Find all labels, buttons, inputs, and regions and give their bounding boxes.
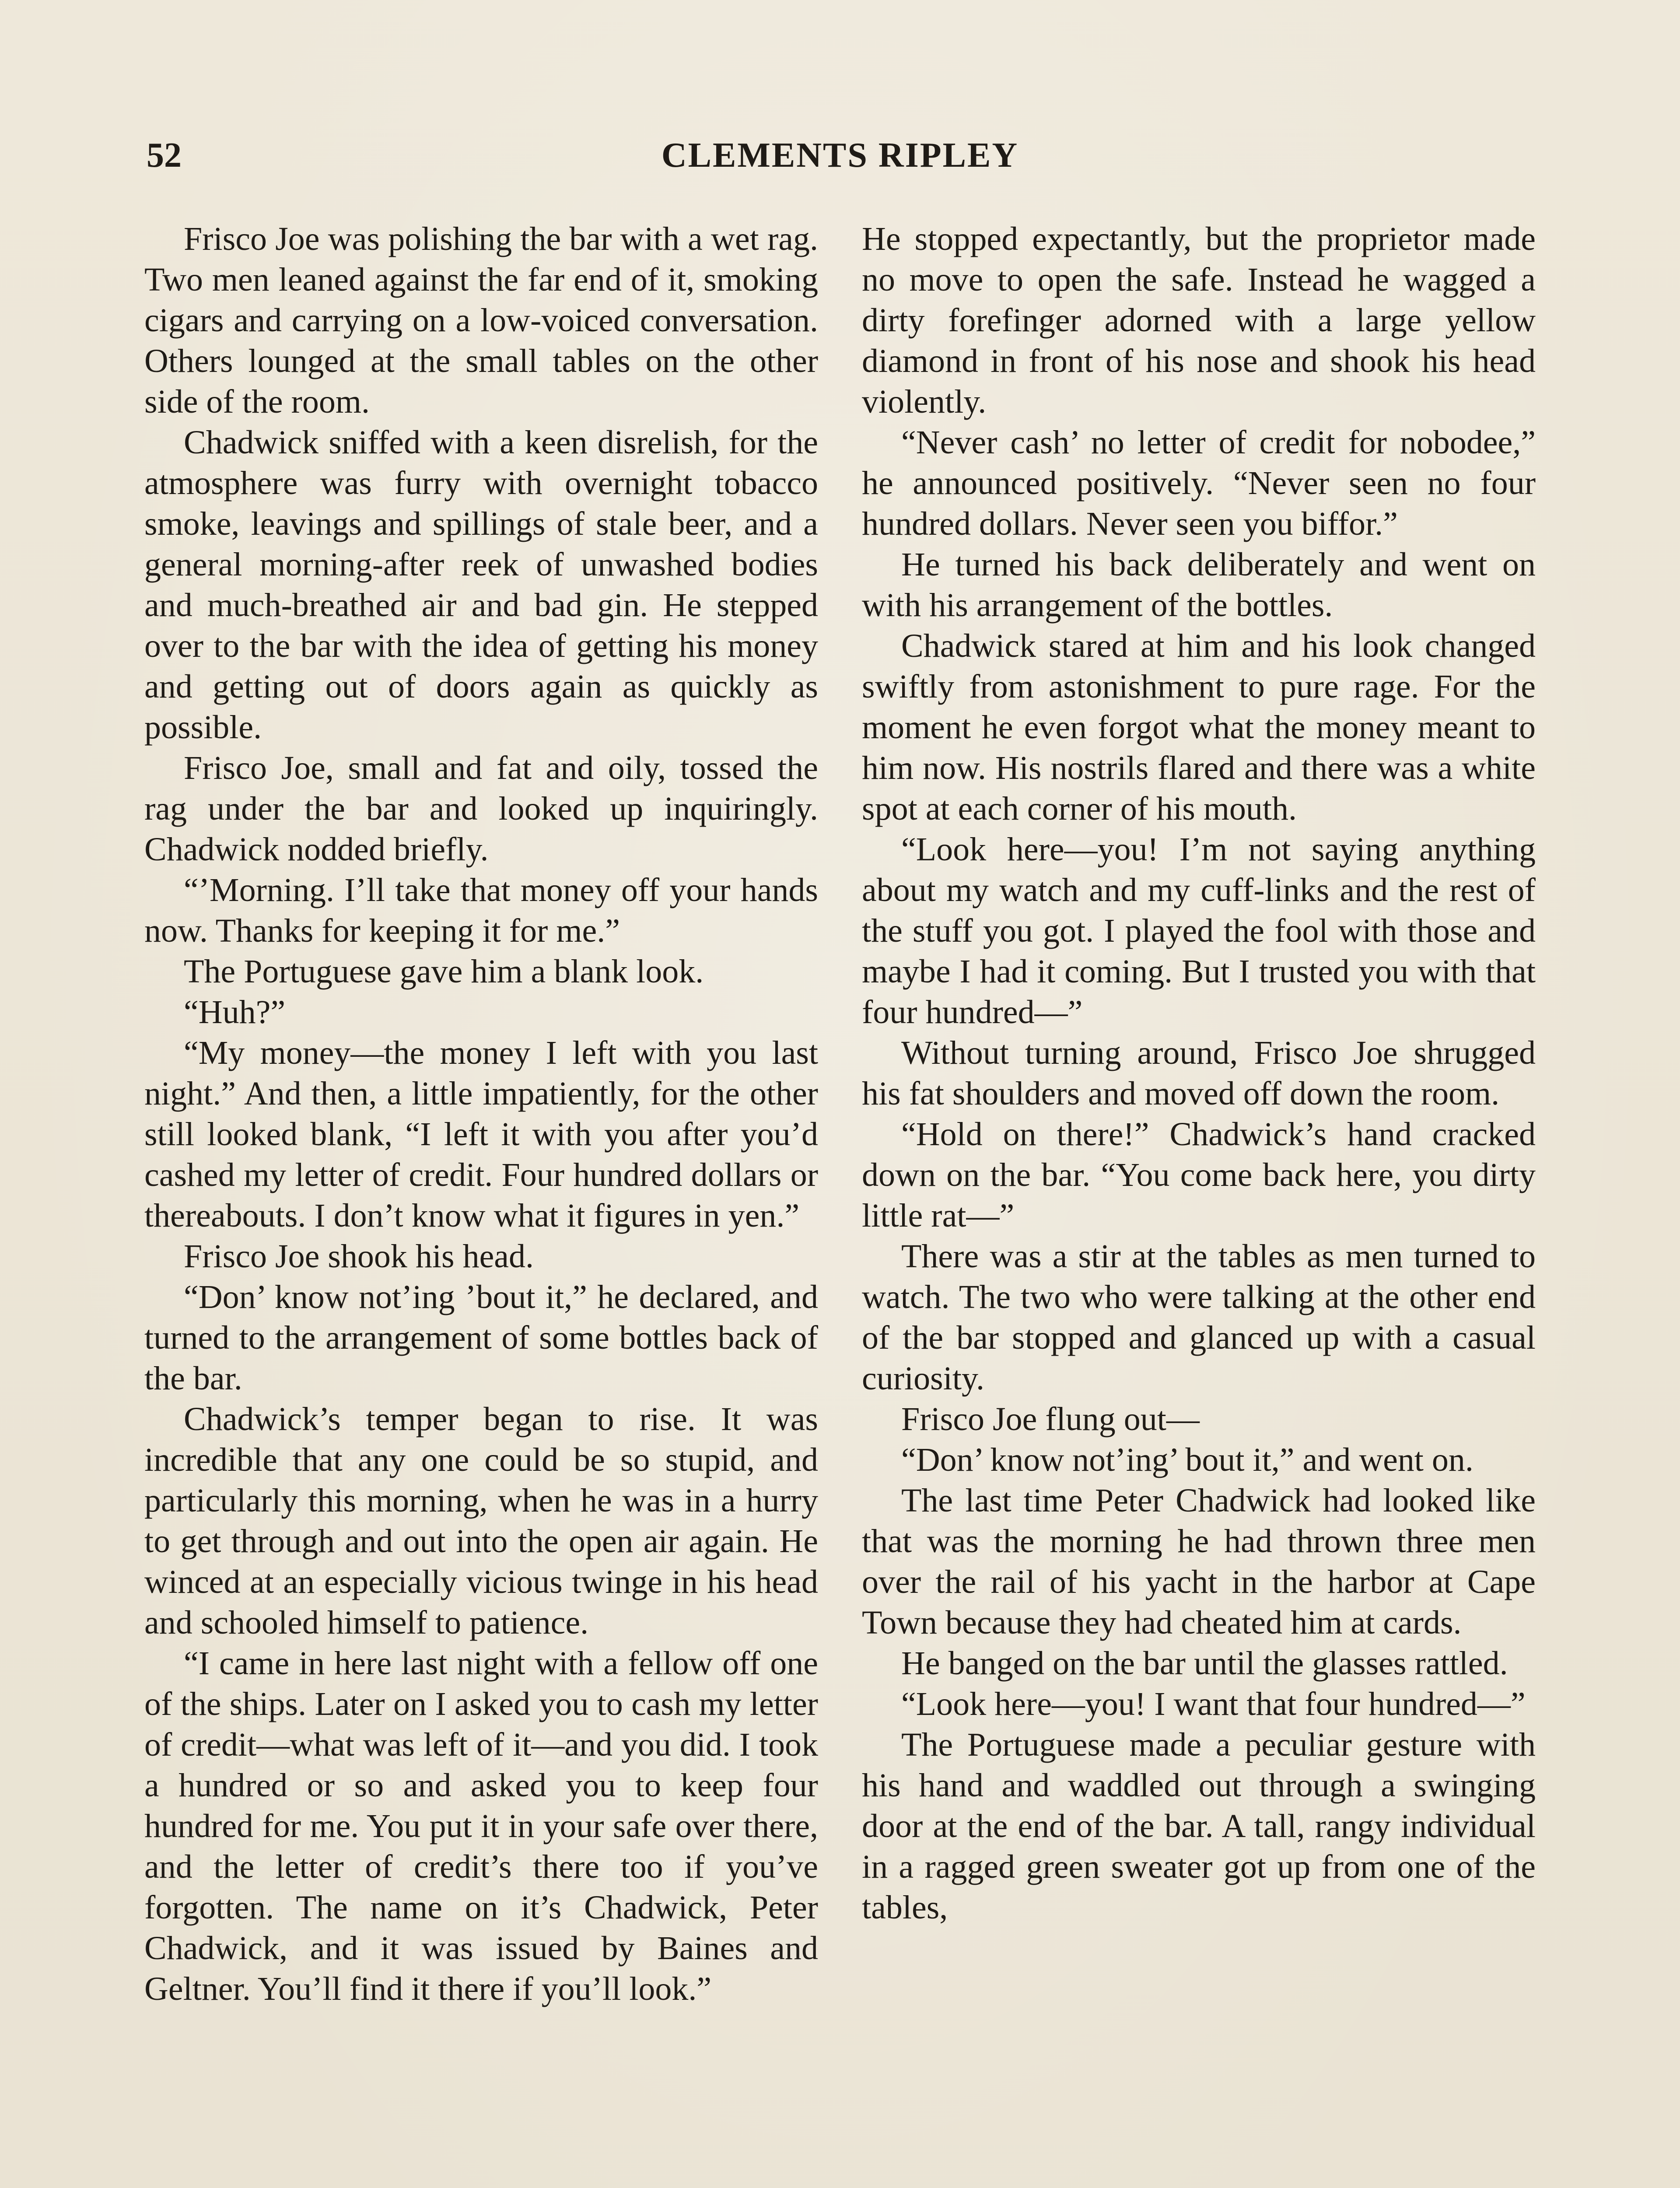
paragraph: The last time Peter Chadwick had looked like that was the morning he had thrown three men over the rail of his yacht in the harbor at Cape Town because they had cheated him at cards.: [862, 1482, 1536, 1641]
paragraph: There was a stir at the tables as men turned to watch. The two who were talking at the other end of the bar stopped and glanced up with a casual curiosity.: [862, 1238, 1536, 1397]
paragraph: “I came in here last night with a fellow off one of the ships. Later on I asked you to cash my letter of credit—what was left of it—and you did. I took a hundred or so and asked you to keep four hundred for me. You put it in your safe over there, and the letter of credit’s there too if you’ve forgotten. The name on it’s Chadwick, Peter Chadwick, and it was issued by Baines and Geltner. You’ll find it there if you’ll look.”: [144, 1645, 818, 2007]
paragraph: Chadwick stared at him and his look changed swiftly from astonishment to pure rage. For the moment he even forgot what the money meant to him now. His nostrils flared and there was a white spot at each corner of his mouth.: [862, 628, 1536, 827]
running-head: [147, 131, 1533, 179]
paragraph: He banged on the bar until the glasses rattled.: [901, 1645, 1508, 1682]
paragraph: “Hold on there!” Chadwick’s hand cracked down on the bar. “You come back here, you dirty little rat—”: [862, 1116, 1536, 1234]
paragraph: “Look here—you! I want that four hundred—”: [901, 1686, 1526, 1722]
right-text-column: [862, 219, 1536, 1928]
paragraph: Chadwick’s temper began to rise. It was incredible that any one could be so stupid, and particularly this morning, when he was in a hurry to get through and out into the open air again. He winced at an especially vicious twinge in his head and schooled himself to patience.: [144, 1401, 818, 1641]
paragraph: Frisco Joe, small and fat and oily, tossed the rag under the bar and looked up inquiringly. Chadwick nodded briefly.: [144, 750, 818, 868]
paragraph: “Never cash’ no letter of credit for nobodee,” he announced positively. “Never seen no four hundred dollars. Never seen you biffor.”: [862, 424, 1536, 542]
paragraph-continuation: He stopped expectantly, but the proprietor made no move to open the safe. Instead he wagged a dirty forefinger adorned with a large yellow diamond in front of his nose and shook his head violently.: [862, 221, 1536, 420]
paragraph: “My money—the money I left with you last night.” And then, a little impatiently, for the other still looked blank, “I left it with you after you’d cashed my letter of credit. Four hundred dollars or thereabouts. I don’t know what it figures in yen.”: [144, 1034, 818, 1234]
paragraph: The Portuguese gave him a blank look.: [184, 953, 704, 990]
paragraph: Frisco Joe shook his head.: [184, 1238, 534, 1275]
paragraph: “’Morning. I’ll take that money off your hands now. Thanks for keeping it for me.”: [144, 872, 818, 949]
paragraph: “Don’ know not’ing ’bout it,” he declared, and turned to the arrangement of some bottles back of the bar.: [144, 1279, 818, 1397]
paragraph: Frisco Joe was polishing the bar with a wet rag. Two men leaned against the far end of it, smoking cigars and carrying on a low-voiced conversation. Others lounged at the small tables on the other side of the room.: [144, 221, 818, 420]
paragraph: He turned his back deliberately and went on with his arrangement of the bottles.: [862, 546, 1536, 624]
paragraph: “Huh?”: [184, 994, 286, 1031]
paragraph: Chadwick sniffed with a keen disrelish, for the atmosphere was furry with overnight tobacco smoke, leavings and spillings of stale beer, and a general morning-after reek of unwashed bodies and much-breathed air and bad gin. He stepped over to the bar with the idea of getting his money and getting out of doors again as quickly as possible.: [144, 424, 818, 746]
paragraph: Without turning around, Frisco Joe shrugged his fat shoulders and moved off down the room.: [862, 1034, 1536, 1112]
running-title: CLEMENTS RIPLEY: [661, 136, 1019, 175]
paragraph: “Look here—you! I’m not saying anything about my watch and my cuff-links and the rest of the stuff you got. I played the fool with those and maybe I had it coming. But I trusted you with that four hundred—”: [862, 831, 1536, 1031]
paragraph: “Don’ know not’ing’ bout it,” and went on.: [901, 1441, 1474, 1478]
paragraph: The Portuguese made a peculiar gesture with his hand and waddled out through a swinging door at the end of the bar. A tall, rangy individual in a ragged green sweater got up from one of the tables,: [862, 1726, 1536, 1926]
paragraph: Frisco Joe flung out—: [901, 1401, 1200, 1438]
left-text-column: [144, 219, 818, 2009]
page-number: 52: [147, 136, 182, 175]
